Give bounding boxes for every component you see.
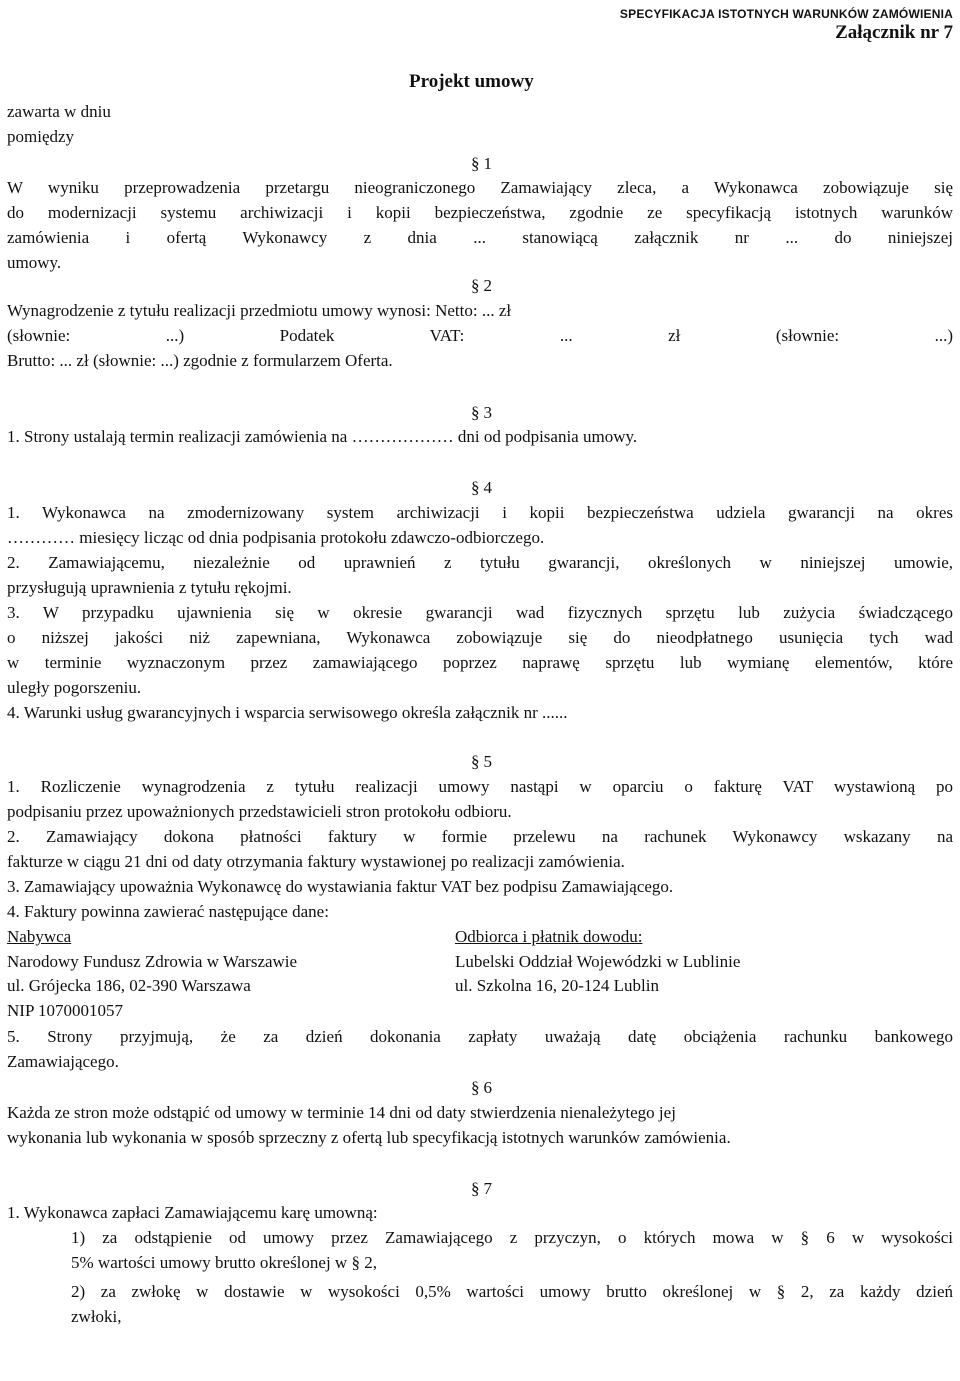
section-number: 2 bbox=[483, 276, 492, 295]
section-7-heading bbox=[471, 1177, 492, 1202]
section-6-text: wykonania lub wykonania w sposób sprzeczny z ofertą lub specyfikacją istotnych warunków zamówienia. bbox=[7, 1128, 731, 1147]
section-number: 7 bbox=[483, 1179, 492, 1198]
buyer-block bbox=[7, 925, 297, 1023]
recipient-name: Lubelski Oddział Wojewódzki w Lublinie bbox=[455, 951, 741, 971]
section-3-text: 1. Strony ustalają termin realizacji zamówienia na ……………… dni od podpisania umowy. bbox=[7, 427, 638, 446]
section-2-text: Brutto: ... zł (słownie: ...) zgodnie z formularzem Oferta. bbox=[7, 351, 393, 370]
section-4-text: 4. Warunki usług gwarancyjnych i wsparcia serwisowego określa załącznik nr ...... bbox=[7, 703, 568, 722]
penalty-item-1: 5% wartości umowy brutto określonej w § 2, bbox=[71, 1253, 377, 1272]
section-symbol: § bbox=[471, 276, 480, 295]
recipient-address: ul. Szkolna 16, 20-124 Lublin bbox=[455, 976, 659, 995]
penalty-item-2: zwłoki, bbox=[71, 1307, 122, 1326]
section-number: 3 bbox=[483, 403, 492, 422]
section-1-text: do modernizacji systemu archiwizacji i kopii bezpieczeństwa, zgodnie ze specyfikacją istotnych warunków bbox=[7, 203, 953, 222]
section-2-text: (słownie: ...) Podatek VAT: ... zł (słownie: ...) bbox=[7, 326, 953, 345]
section-4-text: o niższej jakości niż zapewniana, Wykonawca zobowiązuje się do nieodpłatnego usunięcia tych wad bbox=[7, 628, 953, 647]
section-5-text: 4. Faktury powinna zawierać następujące dane: bbox=[7, 902, 329, 921]
section-number: 5 bbox=[483, 752, 492, 771]
section-2-text: Wynagrodzenie z tytułu realizacji przedmiotu umowy wynosi: Netto: ... zł bbox=[7, 301, 512, 320]
section-6-heading bbox=[471, 1076, 492, 1101]
document-title: Projekt umowy bbox=[409, 71, 534, 92]
section-4-text: 2. Zamawiającemu, niezależnie od uprawnień z tytułu gwarancji, określonych w niniejszej umowie, bbox=[7, 553, 953, 572]
section-symbol: § bbox=[471, 478, 480, 497]
spec-header: SPECYFIKACJA ISTOTNYCH WARUNKÓW ZAMÓWIENIA bbox=[619, 7, 953, 21]
intro-date-line: zawarta w dniu bbox=[7, 102, 111, 121]
section-5-text: podpisaniu przez upoważnionych przedstawicieli stron protokołu odbioru. bbox=[7, 802, 512, 821]
section-number: 1 bbox=[483, 154, 492, 173]
section-3-heading bbox=[471, 401, 492, 426]
penalty-item-2: 2) za zwłokę w dostawie w wysokości 0,5% wartości umowy brutto określonej w § 2, za każdy dzień bbox=[71, 1282, 953, 1301]
section-symbol: § bbox=[471, 1078, 480, 1097]
section-1-text: W wyniku przeprowadzenia przetargu nieograniczonego Zamawiający zleca, a Wykonawca zobowiązuje się bbox=[7, 178, 953, 197]
section-7-text: 1. Wykonawca zapłaci Zamawiającemu karę umowną: bbox=[7, 1203, 378, 1222]
buyer-name: Narodowy Fundusz Zdrowia w Warszawie bbox=[7, 951, 298, 971]
section-4-text: uległy pogorszeniu. bbox=[7, 678, 142, 697]
section-5-text: 3. Zamawiający upoważnia Wykonawcę do wystawiania faktur VAT bez podpisu Zamawiającego. bbox=[7, 877, 674, 896]
section-4-text: w terminie wyznaczonym przez zamawiającego poprzez naprawę sprzętu lub wymianę elementów, które bbox=[7, 653, 953, 672]
section-4-text: 3. W przypadku ujawnienia się w okresie gwarancji wad fizycznych sprzętu lub zużycia świadczącego bbox=[7, 603, 953, 622]
section-6-text: Każda ze stron może odstąpić od umowy w terminie 14 dni od daty stwierdzenia nienależytego jej bbox=[7, 1103, 676, 1122]
section-2-heading bbox=[471, 274, 492, 299]
section-4-text: przysługują uprawnienia z tytułu rękojmi. bbox=[7, 578, 292, 597]
section-5-text: 1. Rozliczenie wynagrodzenia z tytułu realizacji umowy nastąpi w oparciu o fakturę VAT wystawioną po bbox=[7, 777, 953, 796]
section-1-text: umowy. bbox=[7, 253, 62, 272]
recipient-block bbox=[455, 925, 740, 999]
section-number: 4 bbox=[483, 478, 492, 497]
section-symbol: § bbox=[471, 752, 480, 771]
section-5-text: Zamawiającego. bbox=[7, 1052, 119, 1071]
section-symbol: § bbox=[471, 154, 480, 173]
penalty-item-1: 1) za odstąpienie od umowy przez Zamawiającego z przyczyn, o których mowa w § 6 w wysokości bbox=[71, 1228, 953, 1247]
section-5-text: 2. Zamawiający dokona płatności faktury w formie przelewu na rachunek Wykonawcy wskazany na bbox=[7, 827, 953, 846]
section-symbol: § bbox=[471, 403, 480, 422]
recipient-heading: Odbiorca i płatnik dowodu: bbox=[455, 927, 643, 946]
section-5-text: fakturze w ciągu 21 dni od daty otrzymania faktury wystawionej po realizacji zamówienia. bbox=[7, 852, 625, 871]
section-4-text: ………… miesięcy licząc od dnia podpisania protokołu zdawczo-odbiorczego. bbox=[7, 528, 545, 547]
section-5-text: 5. Strony przyjmują, że za dzień dokonania zapłaty uważają datę obciążenia rachunku bankowego bbox=[7, 1027, 953, 1046]
attachment-label: Załącznik nr 7 bbox=[835, 22, 953, 43]
intro-parties-line: pomiędzy bbox=[7, 127, 75, 146]
section-1-heading bbox=[471, 152, 492, 177]
section-4-text: 1. Wykonawca na zmodernizowany system archiwizacji i kopii bezpieczeństwa udziela gwarancji na okres bbox=[7, 503, 953, 522]
buyer-heading: Nabywca bbox=[7, 927, 72, 946]
section-number: 6 bbox=[483, 1078, 492, 1097]
section-4-heading bbox=[471, 476, 492, 501]
section-5-heading bbox=[471, 750, 492, 775]
section-symbol: § bbox=[471, 1179, 480, 1198]
section-1-text: zamówienia i ofertą Wykonawcy z dnia ... stanowiącą załącznik nr ... do niniejszej bbox=[7, 228, 953, 247]
buyer-address: ul. Grójecka 186, 02-390 Warszawa bbox=[7, 976, 251, 995]
buyer-nip: NIP 1070001057 bbox=[7, 1000, 124, 1020]
